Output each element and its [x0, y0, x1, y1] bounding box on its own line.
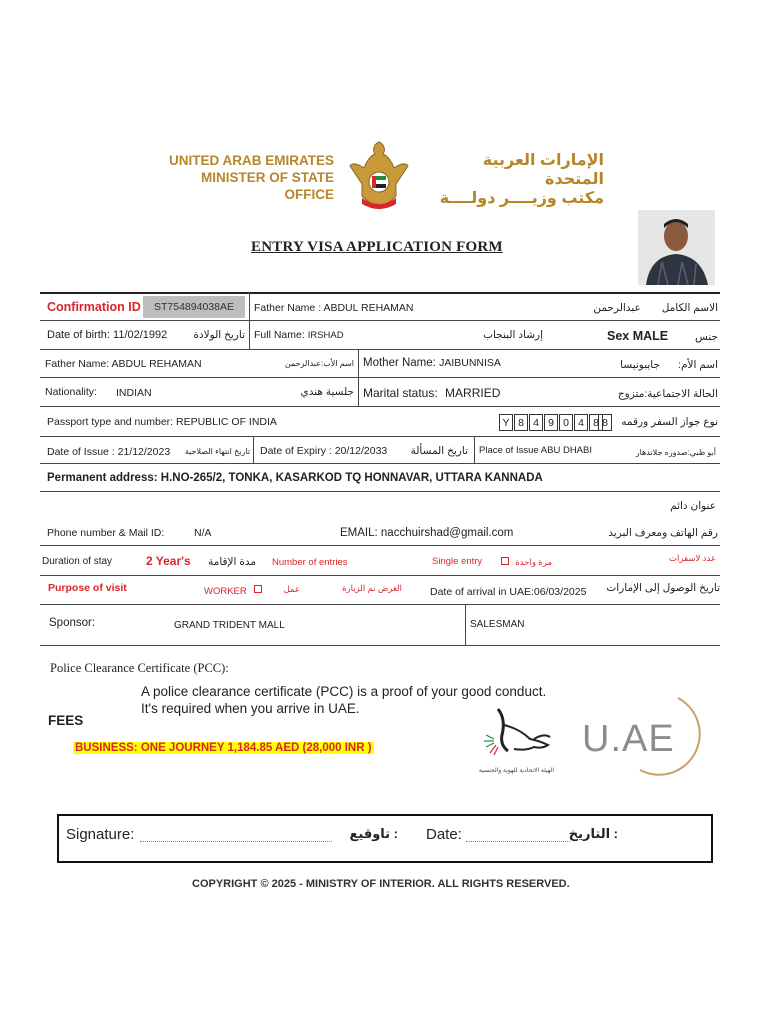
issue-ar: تاريخ انتهاء الصلاحية — [184, 447, 250, 456]
footer-copyright: COPYRIGHT © 2025 - MINISTRY OF INTERIOR. ALL RIGHTS RESERVED. — [192, 878, 570, 890]
arrival-label: Date of arrival in UAE:06/03/2025 — [430, 586, 587, 598]
purpose-label: Purpose of visit — [48, 582, 127, 594]
duration-value: 2 Year's — [146, 554, 191, 568]
signature-ar: : تاوقيع — [349, 826, 398, 841]
expiry-ar: تاريخ المسألة — [410, 445, 468, 457]
passport-char: 4 — [574, 414, 588, 431]
header-en-line1: UNITED ARAB EMIRATES — [169, 153, 334, 168]
marital-ar: الحالة الاجتماعية:متزوج — [617, 388, 718, 400]
pcc-line1: A police clearance certificate (PCC) is a proof of your good conduct. — [141, 684, 547, 699]
full-name-value: IRSHAD — [307, 330, 344, 341]
place-issue: Place of Issue ABU DHABI — [479, 445, 592, 456]
entries-ar: عدد لاسفرات — [668, 553, 716, 563]
header-ar-line2: مكتب وزيــــر دولــــة — [439, 190, 604, 207]
full-name — [254, 329, 344, 341]
confirmation-value: ST754894038AE — [143, 296, 245, 318]
icp-falcon-logo-icon — [484, 705, 558, 765]
uae-logo-text: U.AE — [582, 718, 675, 760]
header-en — [150, 152, 334, 203]
phone-label: Phone number & Mail ID: — [47, 527, 165, 539]
father-name-top: Father Name : ABDUL REHAMAN — [254, 302, 414, 314]
nationality-ar: جلسية هندي — [300, 386, 354, 398]
passport-char: 4 — [529, 414, 543, 431]
single-entry: Single entry — [432, 556, 483, 567]
marital-label: Marital status: — [363, 386, 438, 400]
nationality-label: Nationality: — [45, 386, 97, 398]
fees-label: FEES — [48, 713, 84, 728]
passport-char: 0 — [559, 414, 573, 431]
passport-char: Y — [499, 414, 513, 431]
pcc-title: Police Clearance Certificate (PCC): — [50, 661, 229, 675]
sex-label: Sex MALE — [607, 329, 669, 343]
email-label: EMAIL: nacchuirshad@gmail.com — [340, 527, 514, 539]
passport-label: Passport type and number: REPUBLIC OF INDIA — [47, 416, 277, 428]
place-issue-ar: أبو ظبي:صدوره جلاندهار — [635, 448, 716, 457]
signature-label: Signature: — [66, 826, 135, 843]
single-entry-checkbox[interactable] — [501, 557, 509, 565]
full-name-ar-label: الاسم الكامل — [661, 302, 718, 314]
father-name-ar: اسم الأب:عبدالرحمن — [284, 359, 354, 368]
single-entry-ar: مرة واحدة — [515, 557, 552, 567]
header-en-line2: MINISTER OF STATE OFFICE — [201, 170, 334, 202]
full-name-ar — [593, 302, 718, 314]
fees-business — [73, 738, 374, 756]
icp-text: الهيئة الاتحادية للهوية والجنسية — [478, 768, 554, 774]
mother-name — [363, 357, 501, 369]
worker-label: WORKER — [204, 586, 247, 597]
arrival-ar: تاريخ الوصول إلى الإمارات — [606, 582, 720, 594]
form-title: ENTRY VISA APPLICATION FORM — [251, 239, 503, 255]
mother-name-value: JAIBUNNISA — [439, 357, 501, 369]
marital-value: MARRIED — [445, 386, 501, 400]
applicant-portrait-icon — [638, 210, 715, 285]
worker-checkbox[interactable] — [254, 585, 262, 593]
fees-business-text: BUSINESS: ONE JOURNEY 1,184.85 AED (28,000 INR ) — [75, 742, 372, 754]
pcc-line2: It's required when you arrive in UAE. — [141, 701, 360, 716]
address-ar: عنوان دائم — [670, 500, 716, 512]
position-value: SALESMAN — [470, 619, 525, 630]
signature-line[interactable] — [140, 840, 332, 842]
duration-label: Duration of stay — [42, 556, 113, 567]
passport-char: 9 — [544, 414, 558, 431]
passport-ar: نوع جواز السفر ورقمه — [621, 416, 718, 428]
date-label: Date: — [426, 826, 462, 843]
duration-ar: مدة الإقامة — [208, 556, 256, 568]
sponsor-value: GRAND TRIDENT MALL — [174, 620, 285, 631]
nationality-value: INDIAN — [116, 387, 152, 399]
address-label: Permanent address: H.NO-265/2, TONKA, KASARKOD TQ HONNAVAR, UTTARA KANNADA — [47, 472, 543, 484]
confirmation-label: Confirmation ID — [47, 300, 141, 314]
purpose-ar: الغرض نم الزيارة — [342, 583, 402, 593]
entries-label: Number of entries — [272, 557, 348, 568]
header-ar-line1: الإمارات العربية المتحدة — [482, 152, 604, 188]
applicant-photo — [638, 210, 715, 285]
expiry-label: Date of Expiry : 20/12/2033 — [260, 445, 388, 457]
marital — [363, 386, 500, 400]
passport-char: 8 — [589, 414, 603, 431]
mother-name-label: Mother Name: — [363, 357, 436, 369]
dob-ar: تاريخ الولادة — [193, 329, 245, 341]
phone-ar: رقم الهاتف ومعرف البريد — [608, 527, 718, 539]
sponsor-label: Sponsor: — [49, 617, 96, 629]
sex-ar: جنس — [694, 331, 718, 343]
issue-label: Date of Issue : 21/12/2023 — [47, 446, 171, 458]
dob-label: Date of birth: 11/02/1992 — [47, 329, 168, 341]
date-line[interactable] — [466, 840, 570, 842]
uae-emblem-icon — [348, 138, 410, 214]
mother-name-ar-value: جايبونيسا — [620, 359, 660, 371]
full-name-ar2: إرشاد البنجاب — [483, 329, 543, 341]
full-name-ar-value: عبدالرحمن — [593, 302, 641, 314]
passport-char: 8 — [598, 414, 612, 431]
mother-name-ar-label: اسم الأم: — [678, 359, 718, 371]
father-name-label: Father Name: ABDUL REHAMAN — [45, 358, 202, 370]
date-ar: : التاريخ — [568, 826, 618, 841]
phone-value: N/A — [194, 527, 212, 539]
full-name-label: Full Name: — [254, 329, 305, 341]
worker-ar: عمل — [283, 584, 300, 594]
passport-char: 8 — [514, 414, 528, 431]
header-ar — [424, 151, 604, 208]
